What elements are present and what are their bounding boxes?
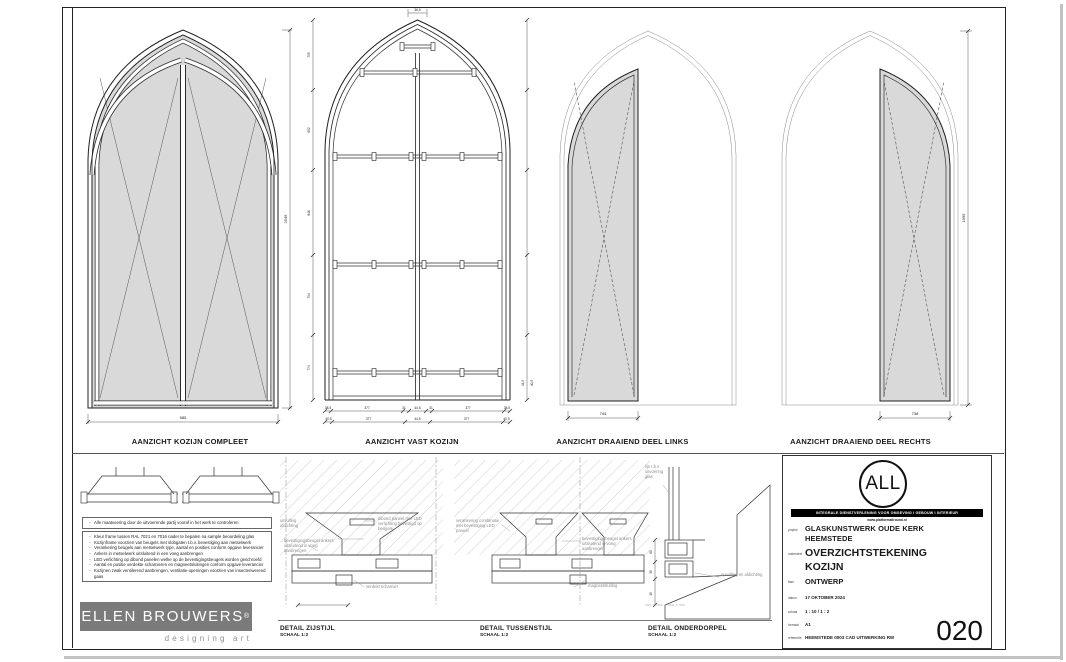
dim-label: 377 xyxy=(365,417,372,421)
dim-label: 38,5 xyxy=(324,406,332,410)
elevation-vast-kozijn xyxy=(300,5,540,435)
dim-label: 985 xyxy=(179,415,187,420)
callout-bevestigingsbeugel: bevestigingsbeugel ankers uitsluitend in voeg aanbrengen xyxy=(284,538,334,553)
dim-label: 652 xyxy=(307,127,311,133)
dim-label: 31 xyxy=(402,406,406,410)
dim-label: 60 xyxy=(649,550,653,554)
datum-value: 17 OKTOBER 2024 xyxy=(805,595,845,600)
field-label-project: project xyxy=(788,528,798,532)
note-text: LED verlichting op dibond panelen welke op de bevestigingsbeugels worden geschroefd xyxy=(94,556,262,562)
note-text: Kleur frame tussen RAL 7021 en 7016 nader te bepalen na sample beoordeling glas xyxy=(94,534,255,539)
bullet: - xyxy=(89,551,91,557)
dim-label: 44,5 xyxy=(414,406,421,410)
bullet: - xyxy=(89,539,91,545)
callout-uitvulling-afdichting: uitvulling afdichting xyxy=(280,518,298,528)
detail-zijstijl-caption xyxy=(280,625,335,638)
field-label-datum: datum xyxy=(788,596,797,600)
dim-label: 744 xyxy=(599,411,607,416)
callout-verankering-combinatie: verankering combinatie met bevestiging LED paneel xyxy=(456,518,500,533)
field-label-schaal: schaal xyxy=(788,610,798,614)
dim-label: 38,5 xyxy=(503,406,511,410)
elevation-kozijn-compleet xyxy=(78,10,300,435)
field-label-referentie: referentie xyxy=(788,636,802,640)
company-website: www.platformallround.nl xyxy=(867,518,907,522)
dim-label: 377 xyxy=(364,406,370,410)
dim-label: 40,5 xyxy=(325,417,332,421)
registered-mark: ® xyxy=(243,613,251,620)
referentie-value: HEEMSTEDE 0003 CAD UITWERKING RW xyxy=(805,635,895,640)
note-text: Kozijnframe voorzien van beugels met slobgaten t.b.v. bevestiging aan metselwerk xyxy=(94,539,252,545)
sheet-number: 020 xyxy=(936,615,983,646)
onderdeel-value-line2: KOZIJN xyxy=(805,561,844,573)
onderdeel-value-line1: OVERZICHTSTEKENING xyxy=(805,547,927,559)
detail-title: DETAIL TUSSENSTIJL xyxy=(480,625,553,632)
detail-scale: SCHAAL 1:2 xyxy=(280,633,309,638)
detail-scale: SCHAAL 1:2 xyxy=(480,633,509,638)
dim-label: 377 xyxy=(463,417,470,421)
dim-label: 44,5 xyxy=(521,379,525,387)
project-value-line2: HEEMSTEDE xyxy=(805,534,853,543)
dim-label: 2545 xyxy=(283,214,288,224)
field-label-fase: fase xyxy=(788,580,795,584)
schaal-value: 1 : 10 / 1 : 2 xyxy=(805,609,830,614)
dim-label: 31 xyxy=(429,406,433,410)
formaat-value: A1 xyxy=(805,622,811,627)
note-text: Kozijnen zwak ventilerend aanbrengen, ventilatie-openingen voorzien van insectenwerend gaas xyxy=(94,568,266,579)
dim-label: 795 xyxy=(307,52,311,58)
callout-verdekt-scharnier: verdekt scharnier xyxy=(366,584,399,589)
note-text: Verankering beugels aan metselwerk type, aantal en posities conform opgave leverancier xyxy=(94,545,264,551)
dim-label: 36,5 xyxy=(414,8,421,12)
note-box-specs xyxy=(82,531,272,582)
detail-scale: SCHAAL 1:2 xyxy=(648,633,677,638)
note-box-general xyxy=(82,517,272,529)
bullet: - xyxy=(89,556,91,562)
detail-tussenstijl-drawing xyxy=(452,455,652,623)
fase-value: ONTWERP xyxy=(805,577,844,586)
rail-group xyxy=(333,153,502,377)
brand-tagline: designing art xyxy=(164,634,252,643)
all-logo: ALL xyxy=(859,460,907,508)
detail-tussenstijl-caption xyxy=(480,625,552,638)
dim-label: 44,5 xyxy=(414,417,421,421)
detail-onderdorpel-caption xyxy=(648,625,727,638)
title-block xyxy=(782,455,992,649)
sheet-margin-line xyxy=(72,7,73,648)
dim-label: 738 xyxy=(911,411,919,416)
label-draaiend-deel-rechts: AANZICHT DRAAIEND DEEL RECHTS xyxy=(790,437,931,446)
detail-title: DETAIL ZIJSTIJL xyxy=(280,625,335,632)
elevation-draaiend-deel-links xyxy=(548,15,748,430)
note-text: Ankers in metselwerk uitsluitend in een voeg aanbrengen xyxy=(94,551,203,557)
label-vast-kozijn: AANZICHT VAST KOZIJN xyxy=(365,437,459,446)
callout-bevestigingsbeugel: bevestigingsbeugel ankers uitsluitend in voeg aanbrengen xyxy=(582,536,632,551)
detail-zijstijl-drawing xyxy=(278,455,445,623)
note-text: Alle maatvoering door de uitvoerende partij vooraf in het werk te controleren xyxy=(94,520,239,525)
bullet: - xyxy=(89,568,91,574)
field-label-onderdeel: onderdeel xyxy=(788,552,803,556)
callout-magneetsluiting: magneetsluiting xyxy=(588,583,618,588)
dim-label: 846 xyxy=(307,210,311,216)
dim-label: 40,5 xyxy=(530,379,534,387)
paper-edge-right xyxy=(1060,4,1063,660)
field-label-formaat: formaat xyxy=(788,623,799,627)
elevation-draaiend-deel-rechts xyxy=(770,15,985,430)
dim-label: 15 xyxy=(649,592,653,596)
callout-lijn-uitvoering-glas: lijn t.b.v. uitvoering glas xyxy=(645,464,664,479)
bullet: - xyxy=(89,520,91,525)
dim-label: 1995 xyxy=(961,213,966,223)
brand-name: ELLEN BROUWERS xyxy=(81,608,244,625)
callout-dibond-paneel: dibond paneel met LED verlichting bevestigd op beugels xyxy=(378,516,422,531)
dim-label: 377 xyxy=(465,406,471,410)
detail-onderdorpel-drawing xyxy=(645,455,773,623)
bullet: - xyxy=(89,562,91,568)
bullet: - xyxy=(89,545,91,551)
dim-label: 774 xyxy=(307,365,311,371)
horizontal-section-drawing xyxy=(80,456,280,514)
company-banner: INTEGRALE DIENSTVERLENING VOOR OMGEVING I GEBOUW I INTERIEUR xyxy=(791,509,983,517)
dim-label: 40,5 xyxy=(503,417,510,421)
callout-opvulling-afdichting: opvulling en afdichting xyxy=(721,572,763,577)
dim-label: 35 xyxy=(649,570,653,574)
ellen-brouwers-logo xyxy=(80,602,252,631)
note-text: Aantal en positie verdekte scharnieren en magneetsluitingen conform opgave leverancier xyxy=(94,562,264,568)
horizontal-divider xyxy=(72,453,1004,454)
project-value-line1: GLASKUNSTWERK OUDE KERK xyxy=(805,524,924,533)
label-kozijn-compleet: AANZICHT KOZIJN COMPLEET xyxy=(131,437,249,446)
paper-edge-bottom xyxy=(64,656,1063,659)
label-draaiend-deel-links: AANZICHT DRAAIEND DEEL LINKS xyxy=(556,437,689,446)
dim-label: 794 xyxy=(307,293,311,299)
detail-title: DETAIL ONDERDORPEL xyxy=(648,625,727,632)
bullet: - xyxy=(89,534,91,539)
